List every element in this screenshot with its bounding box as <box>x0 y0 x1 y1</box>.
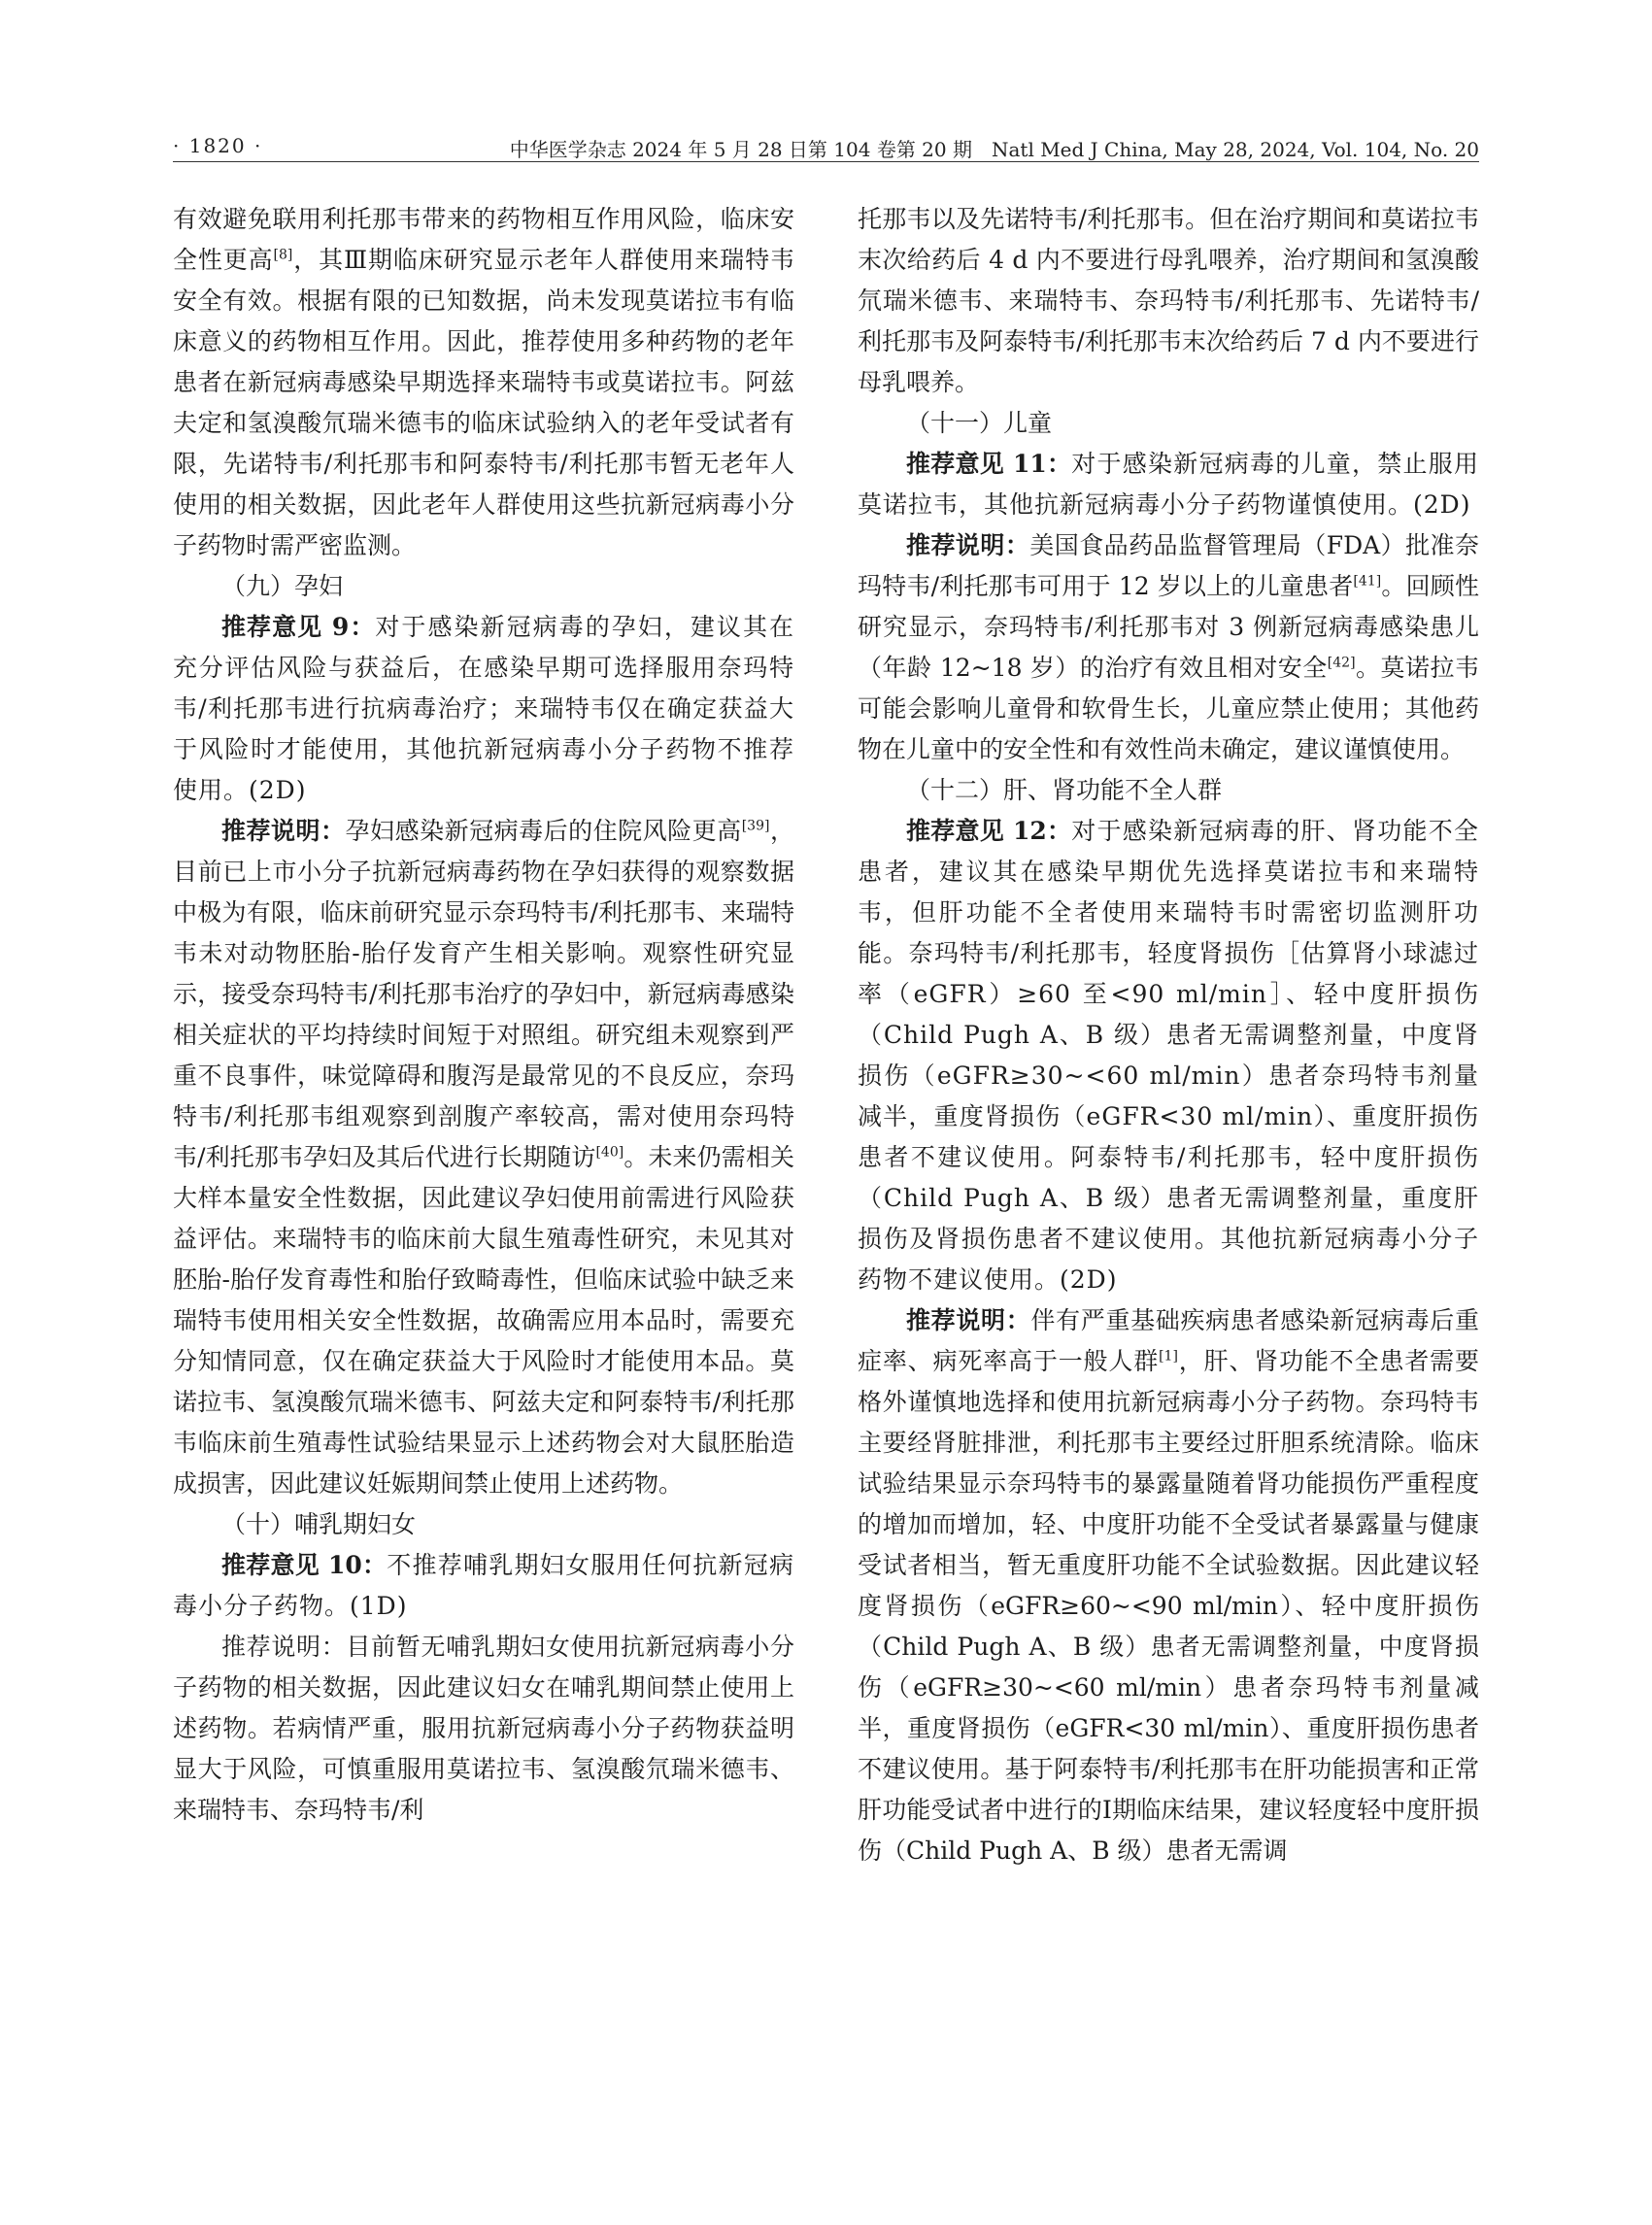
right-column <box>858 199 1479 1871</box>
recommendation-12: 推荐意见 12：对于感染新冠病毒的肝、肾功能不全患者，建议其在感染早期优先选择莫诺拉韦和来瑞特韦，但肝功能不全者使用来瑞特韦时需密切监测肝功能。奈玛特韦/利托那韦，轻度肾损伤［估算肾小球滤过率（eGFR）≥60 至<90 ml/min］、轻中度肝损伤（Child Pugh A、B 级）患者无需调整剂量，中度肾损伤（eGFR≥30~<60 ml/min）患者奈玛特韦剂量减半，重度肾损伤（eGFR<30 ml/min）、重度肝损伤患者不建议使用。阿泰特韦/利托那韦，轻中度肝损伤（Child Pugh A、B 级）患者无需调整剂量，重度肝损伤及肾损伤患者不建议使用。其他抗新冠病毒小分子药物不建议使用。(2D) <box>858 817 1479 1294</box>
citation-ref: [40] <box>595 1144 624 1161</box>
paragraph-lactating-continued: 托那韦以及先诺特韦/利托那韦。但在治疗期间和莫诺拉韦末次给药后 4 d 内不要进行母乳喂养，治疗期间和氢溴酸氘瑞米德韦、来瑞特韦、奈玛特韦/利托那韦、先诺特韦/利托那韦及阿泰特韦/利托那韦末次给药后 7 d 内不要进行母乳喂养。 <box>858 205 1479 396</box>
explanation-label: 推荐说明： <box>221 817 346 845</box>
paragraph-elderly-continued: 有效避免联用利托那韦带来的药物相互作用风险，临床安全性更高[8]，其Ⅲ期临床研究显示老年人群使用来瑞特韦安全有效。根据有限的已知数据，尚未发现莫诺拉韦有临床意义的药物相互作用。因此，推荐使用多种药物的老年患者在新冠病毒感染早期选择来瑞特韦或莫诺拉韦。阿兹夫定和氢溴酸氘瑞米德韦的临床试验纳入的老年受试者有限，先诺特韦/利托那韦和阿泰特韦/利托那韦暂无老年人使用的相关数据，因此老年人群使用这些抗新冠病毒小分子药物时需严密监测。 <box>173 205 794 559</box>
explanation-11: 推荐说明：美国食品药品监督管理局（FDA）批准奈玛特韦/利托那韦可用于 12 岁以上的儿童患者[41]。回顾性研究显示，奈玛特韦/利托那韦对 3 例新冠病毒感染患儿（年龄 12~18 岁）的治疗有效且相对安全[42]。莫诺拉韦可能会影响儿童骨和软骨生长，儿童应禁止使用；其他药物在儿童中的安全性和有效性尚未确定，建议谨慎使用。 <box>858 531 1479 763</box>
citation-ref: [42] <box>1327 655 1356 671</box>
section-title-pregnant: （九）孕妇 <box>221 572 344 600</box>
explanation-9: 推荐说明：孕妇感染新冠病毒后的住院风险更高[39]，目前已上市小分子抗新冠病毒药物在孕妇获得的观察数据中极为有限，临床前研究显示奈玛特韦/利托那韦、来瑞特韦未对动物胚胎-胎仔发育产生相关影响。观察性研究显示，接受奈玛特韦/利托那韦治疗的孕妇中，新冠病毒感染相关症状的平均持续时间短于对照组。研究组未观察到严重不良事件，味觉障碍和腹泻是最常见的不良反应，奈玛特韦/利托那韦组观察到剖腹产率较高，需对使用奈玛特韦/利托那韦孕妇及其后代进行长期随访[40]。未来仍需相关大样本量安全性数据，因此建议孕妇使用前需进行风险获益评估。来瑞特韦的临床前大鼠生殖毒性研究，未见其对胚胎-胎仔发育毒性和胎仔致畸毒性，但临床试验中缺乏来瑞特韦使用相关安全性数据，故确需应用本品时，需要充分知情同意，仅在确定获益大于风险时才能使用本品。莫诺拉韦、氢溴酸氘瑞米德韦、阿兹夫定和阿泰特韦/利托那韦临床前生殖毒性试验结果显示上述药物会对大鼠胚胎造成损害，因此建议妊娠期间禁止使用上述药物。 <box>173 817 794 1498</box>
citation-ref: [8] <box>273 247 293 263</box>
recommendation-10: 推荐意见 10：不推荐哺乳期妇女服用任何抗新冠病毒小分子药物。(1D) <box>173 1551 794 1620</box>
section-title-hepatic-renal: （十二）肝、肾功能不全人群 <box>906 776 1223 804</box>
explanation-label: 推荐说明： <box>906 1306 1031 1334</box>
citation-ref: [39] <box>741 818 770 834</box>
journal-citation: 中华医学杂志 2024 年 5 月 28 日第 104 卷第 20 期 Natl Med J China, May 28, 2024, Vol. 104, No. 20 <box>509 138 1479 161</box>
explanation-label: 推荐说明： <box>906 531 1030 559</box>
recommendation-11: 推荐意见 11：对于感染新冠病毒的儿童，禁止服用莫诺拉韦，其他抗新冠病毒小分子药物谨慎使用。(2D) <box>858 450 1479 519</box>
citation-ref: [41] <box>1353 573 1382 590</box>
recommendation-label: 推荐意见 9： <box>221 613 376 641</box>
recommendation-label: 推荐意见 11： <box>906 450 1072 478</box>
recommendation-9: 推荐意见 9：对于感染新冠病毒的孕妇，建议其在充分评估风险与获益后，在感染早期可选择服用奈玛特韦/利托那韦进行抗病毒治疗；来瑞特韦仅在确定获益大于风险时才能使用，其他抗新冠病毒小分子药物不推荐使用。(2D) <box>173 613 794 804</box>
section-title-lactating: （十）哺乳期妇女 <box>221 1510 417 1538</box>
page-number: · 1820 · <box>173 134 263 157</box>
recommendation-label: 推荐意见 10： <box>221 1551 388 1579</box>
running-header <box>173 128 1479 162</box>
recommendation-label: 推荐意见 12： <box>906 817 1072 845</box>
explanation-12: 推荐说明：伴有严重基础疾病患者感染新冠病毒后重症率、病死率高于一般人群[1]，肝、肾功能不全患者需要格外谨慎地选择和使用抗新冠病毒小分子药物。奈玛特韦主要经肾脏排泄，利托那韦主要经过肝胆系统清除。临床试验结果显示奈玛特韦的暴露量随着肾功能损伤严重程度的增加而增加，轻、中度肝功能不全受试者暴露量与健康受试者相当，暂无重度肝功能不全试验数据。因此建议轻度肾损伤（eGFR≥60~<90 ml/min）、轻中度肝损伤（Child Pugh A、B 级）患者无需调整剂量，中度肾损伤（eGFR≥30~<60 ml/min）患者奈玛特韦剂量减半，重度肾损伤（eGFR<30 ml/min）、重度肝损伤患者不建议使用。基于阿泰特韦/利托那韦在肝功能损害和正常肝功能受试者中进行的Ⅰ期临床结果，建议轻度轻中度肝损伤（Child Pugh A、B 级）患者无需调 <box>858 1306 1479 1865</box>
section-title-children: （十一）儿童 <box>906 409 1053 437</box>
citation-ref: [1] <box>1159 1348 1178 1365</box>
explanation-10: 推荐说明：目前暂无哺乳期妇女使用抗新冠病毒小分子药物的相关数据，因此建议妇女在哺乳期间禁止使用上述药物。若病情严重，服用抗新冠病毒小分子药物获益明显大于风险，可慎重服用莫诺拉韦、氢溴酸氘瑞米德韦、来瑞特韦、奈玛特韦/利 <box>173 1633 794 1824</box>
left-column <box>173 199 794 1831</box>
